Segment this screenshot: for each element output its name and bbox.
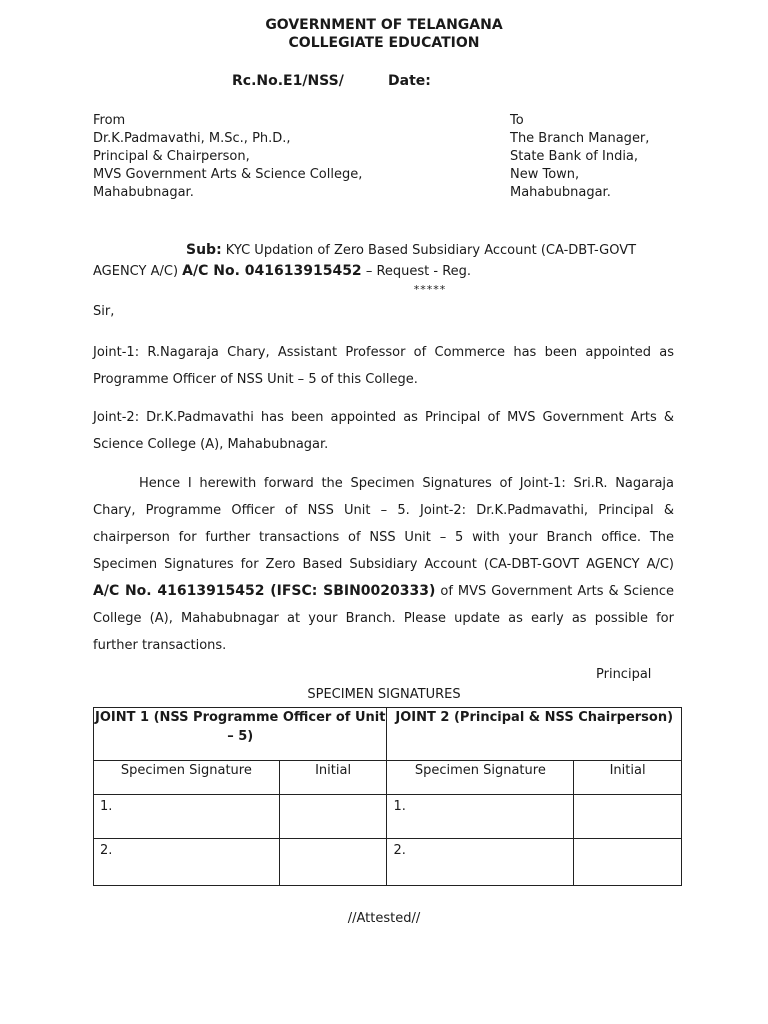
table-row xyxy=(94,795,682,839)
table-subheader-row xyxy=(94,761,682,795)
joint1-signature-column-header: Specimen Signature xyxy=(94,761,280,795)
letterhead xyxy=(0,16,768,52)
to-label: To xyxy=(510,113,524,128)
subject-account-number: A/C No. 041613915452 xyxy=(182,263,362,279)
subject-label: Sub: xyxy=(186,242,222,258)
to-line: New Town, xyxy=(510,167,580,182)
subject-text: KYC Updation of Zero Based Subsidiary Account (CA-DBT-GOVT AGENCY A/C) xyxy=(93,243,637,279)
attested-footer: //Attested// xyxy=(347,911,421,926)
specimen-title: SPECIMEN SIGNATURES xyxy=(307,687,461,702)
joint1-signature-cell-1: 1. xyxy=(94,795,280,839)
salutation: Sir, xyxy=(93,304,115,319)
table-row xyxy=(94,839,682,886)
date-label: Date: xyxy=(388,73,431,89)
table-header-row xyxy=(94,708,682,761)
joint1-signature-cell-2: 2. xyxy=(94,839,280,886)
from-line: Dr.K.Padmavathi, M.Sc., Ph.D., xyxy=(93,131,291,146)
from-line: Principal & Chairperson, xyxy=(93,149,250,164)
joint1-initial-column-header: Initial xyxy=(279,761,387,795)
joint2-initial-column-header: Initial xyxy=(574,761,682,795)
subject-suffix: – Request - Reg. xyxy=(361,264,472,279)
joint2-initial-cell-2 xyxy=(574,839,682,886)
paragraph-main-account: A/C No. 41613915452 (IFSC: SBIN0020333) xyxy=(93,583,436,599)
joint1-initial-cell-2 xyxy=(279,839,387,886)
joint2-signature-cell-1: 1. xyxy=(387,795,574,839)
paragraph-main-text-end: of MVS Government Arts & Science College (A), Mahabubnagar at your Branch. Please update as early as possible for further transactions. xyxy=(93,584,674,653)
from-line: MVS Government Arts & Science College, xyxy=(93,167,363,182)
joint2-signature-cell-2: 2. xyxy=(387,839,574,886)
to-line: State Bank of India, xyxy=(510,149,639,164)
letterhead-department: COLLEGIATE EDUCATION xyxy=(288,35,480,51)
from-address xyxy=(93,112,362,202)
to-line: The Branch Manager, xyxy=(510,131,650,146)
from-line: Mahabubnagar. xyxy=(93,185,194,200)
reference-number: Rc.No.E1/NSS/ xyxy=(232,73,344,89)
paragraph-joint2: Joint-2: Dr.K.Padmavathi has been appointed as Principal of MVS Government Arts & Science College (A), Mahabubnagar. xyxy=(93,410,674,452)
joint1-header: JOINT 1 (NSS Programme Officer of Unit – 5) xyxy=(94,708,387,761)
to-address xyxy=(510,112,649,202)
to-line: Mahabubnagar. xyxy=(510,185,611,200)
joint1-initial-cell-1 xyxy=(279,795,387,839)
paragraph-main-text: Hence I herewith forward the Specimen Signatures of Joint-1: Sri.R. Nagaraja Chary, Programme Officer of NSS Unit – 5. Joint-2: Dr.K.Padmavathi, Principal & chairperson for further transactions of NSS Unit – 5 with your Branch office. The Specimen Signatures for Zero Based Subsidiary Account (CA-DBT-GOVT AGENCY A/C) xyxy=(93,476,674,572)
joint2-signature-column-header: Specimen Signature xyxy=(387,761,574,795)
specimen-signature-table xyxy=(93,707,682,886)
separator-stars: ***** xyxy=(413,283,447,296)
subject-line xyxy=(93,240,678,282)
letterhead-government: GOVERNMENT OF TELANGANA xyxy=(265,17,503,33)
from-label: From xyxy=(93,113,126,128)
signatory-designation: Principal xyxy=(596,667,652,682)
paragraph-joint1: Joint-1: R.Nagaraja Chary, Assistant Professor of Commerce has been appointed as Programme Officer of NSS Unit – 5 of this College. xyxy=(93,345,674,387)
joint2-header: JOINT 2 (Principal & NSS Chairperson) xyxy=(387,708,682,761)
joint2-initial-cell-1 xyxy=(574,795,682,839)
paragraph-main xyxy=(93,470,674,659)
